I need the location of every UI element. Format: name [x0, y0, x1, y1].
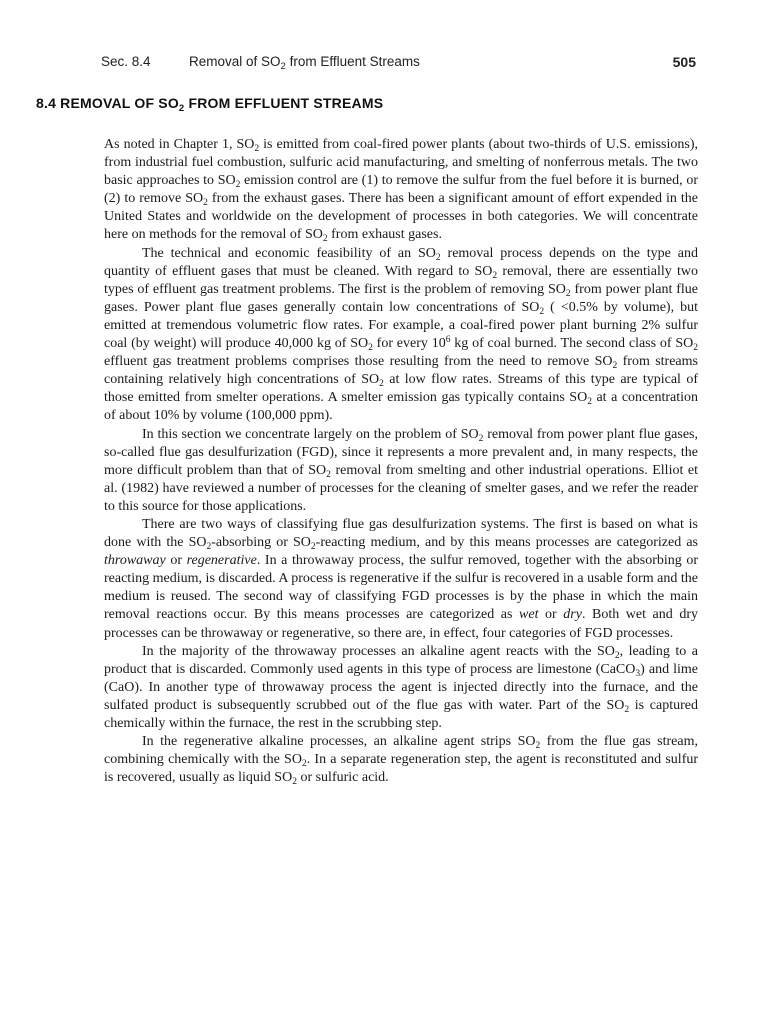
text-run: -absorbing or SO [211, 535, 311, 551]
subscript: 2 [693, 343, 698, 354]
subscript: 2 [206, 542, 212, 553]
page-number: 505 [672, 54, 696, 70]
text-run: removal, there are essentially two types of effluent gas treatment problems. The first is the problem of removing SO [104, 263, 698, 297]
text-run: or [165, 553, 187, 569]
paragraph-6 [104, 733, 698, 787]
text-run: kg of coal burned. The second class of SO [450, 336, 694, 352]
subscript: 2 [539, 306, 545, 317]
subscript: 2 [379, 379, 384, 390]
text-run: . Both wet and dry processes can be throwaway or regenerative, so there are, in effect, four categories of FGD processes. [104, 607, 698, 641]
section-heading: 8.4 REMOVAL OF $SO_2$ FROM EFFLUENT STREAMS [36, 95, 384, 114]
text-run: In the majority of the throwaway processes an alkaline agent reacts with the SO [142, 643, 615, 659]
italic-term: dry [563, 607, 582, 623]
text-run: In this section we concentrate largely on the problem of SO [142, 426, 479, 442]
text-run: removal from power plant flue gases, so-called flue gas desulfurization (FGD), since it represents a more prevalent and, in many respects, the more difficult problem than that of SO [104, 426, 698, 478]
text-run: ) and lime (CaO). In another type of throwaway process the agent is injected directly into the furnace, and the sulfated product is subsequently scrubbed out of the flue gas with water. Part of the SO [104, 661, 698, 713]
text-run: , leading to a product that is discarded. Commonly used agents in this type of process are limestone (CaCO [104, 643, 698, 677]
header-section-title: Removal of $SO_2$ from Effluent Streams [189, 54, 420, 72]
subscript: 2 [435, 252, 441, 263]
subscript: 2 [326, 469, 331, 480]
subscript: 2 [614, 650, 620, 661]
text-run: emission control are (1) to remove the sulfur from the fuel before it is burned, or (2) to remove SO [104, 173, 698, 207]
subscript: 2 [535, 741, 541, 752]
text-run: or sulfuric acid. [296, 770, 389, 786]
text-run: for every 10 [372, 336, 446, 352]
subscript: 2 [254, 144, 260, 154]
text-run: from power plant flue gases. Power plant flue gases generally contain low concentrations of SO [104, 281, 698, 315]
subscript: 2 [624, 704, 630, 715]
text-run: There are two ways of classifying flue gas desulfurization systems. The first is based on what is done with the SO [104, 516, 698, 551]
text-run: effluent gas treatment problems comprises those resulting from the need to remove SO [104, 354, 613, 370]
paragraph-5 [104, 643, 698, 733]
text-run: . In a throwaway process, the sulfur removed, together with the absorbing or reacting medium, is discarded. A process is regenerative if the sulfur is recovered in a usable form and the medium is reused. The second way of classifying FGD processes is by the phase in which the main removal reactions occur. By this means processes are categorized as [104, 553, 698, 623]
text-run: In the regenerative alkaline processes, an alkaline agent strips SO [142, 734, 536, 750]
text-run: As noted in Chapter 1, SO [104, 137, 255, 152]
subscript: 2 [565, 288, 571, 299]
text-run: The technical and economic feasibility of an SO [142, 245, 436, 261]
subscript: 2 [322, 234, 328, 245]
subscript: 2 [492, 270, 498, 281]
text-run: ( <0.5% by volume), but emitted at tremendous volumetric flow rates. For example, a coal-fired power plant burning 2% sulfur coal (by weight) will produce 40,000 kg of SO [104, 299, 698, 352]
text-run: . In a separate regeneration step, the agent is reconstituted and sulfur is recovered, usually as liquid SO [104, 752, 699, 786]
subscript: 2 [203, 198, 208, 209]
text-run: from the flue gas stream, combining chemically with the SO [104, 734, 698, 768]
subscript: 2 [310, 542, 316, 553]
text-run: removal process depends on the type and quantity of effluent gases that must be cleaned. With regard to SO [104, 245, 698, 279]
subscript: 2 [292, 777, 297, 788]
italic-term: throwaway [104, 553, 166, 569]
italic-term: wet [519, 607, 539, 623]
text-run: is captured chemically within the furnace, the rest in the scrubbing step. [104, 697, 698, 731]
header-section-number: Sec. 8.4 [101, 54, 151, 69]
subscript: 2 [478, 433, 484, 444]
text-run: -reacting medium, and by this means processes are categorized as [315, 535, 698, 551]
subscript: 2 [587, 397, 592, 408]
body-text [104, 136, 698, 787]
subscript: 2 [368, 343, 373, 354]
paragraph-1 [104, 136, 698, 245]
text-run: from streams containing relatively high concentrations of SO [104, 354, 698, 388]
paragraph-2 [104, 245, 698, 426]
subscript: 2 [235, 180, 241, 191]
text-run: from exhaust gases. [327, 227, 442, 243]
superscript: 6 [445, 335, 451, 346]
text-run: or [538, 607, 564, 623]
text-run: removal from smelting and other industrial operations. Elliot et al. (1982) have reviewed a number of processes for the cleaning of smelter gases, and we refer the reader to this source for those applications. [104, 462, 698, 514]
subscript: 2 [301, 759, 307, 770]
paragraph-3 [104, 426, 698, 516]
text-run: from the exhaust gases. There has been a significant amount of effort expended in the United States and worldwide on the development of processes in both categories. We will concentrate here on methods for the removal of SO [104, 191, 699, 243]
text-run: is emitted from coal-fired power plants (about two-thirds of U.S. emissions), from industrial fuel combustion, sulfuric acid manufacturing, and smelting of nonferrous metals. The two basic approaches to SO [104, 137, 698, 189]
subscript: 3 [635, 668, 641, 679]
italic-term: regenerative [186, 553, 257, 569]
subscript: 2 [612, 361, 618, 372]
text-run: at low flow rates. Streams of this type are typical of those emitted from smelter operations. A smelter emission gas typically contains SO [104, 372, 698, 406]
paragraph-4 [104, 516, 698, 643]
text-run: at a concentration of about 10% by volume (100,000 ppm). [104, 390, 699, 424]
